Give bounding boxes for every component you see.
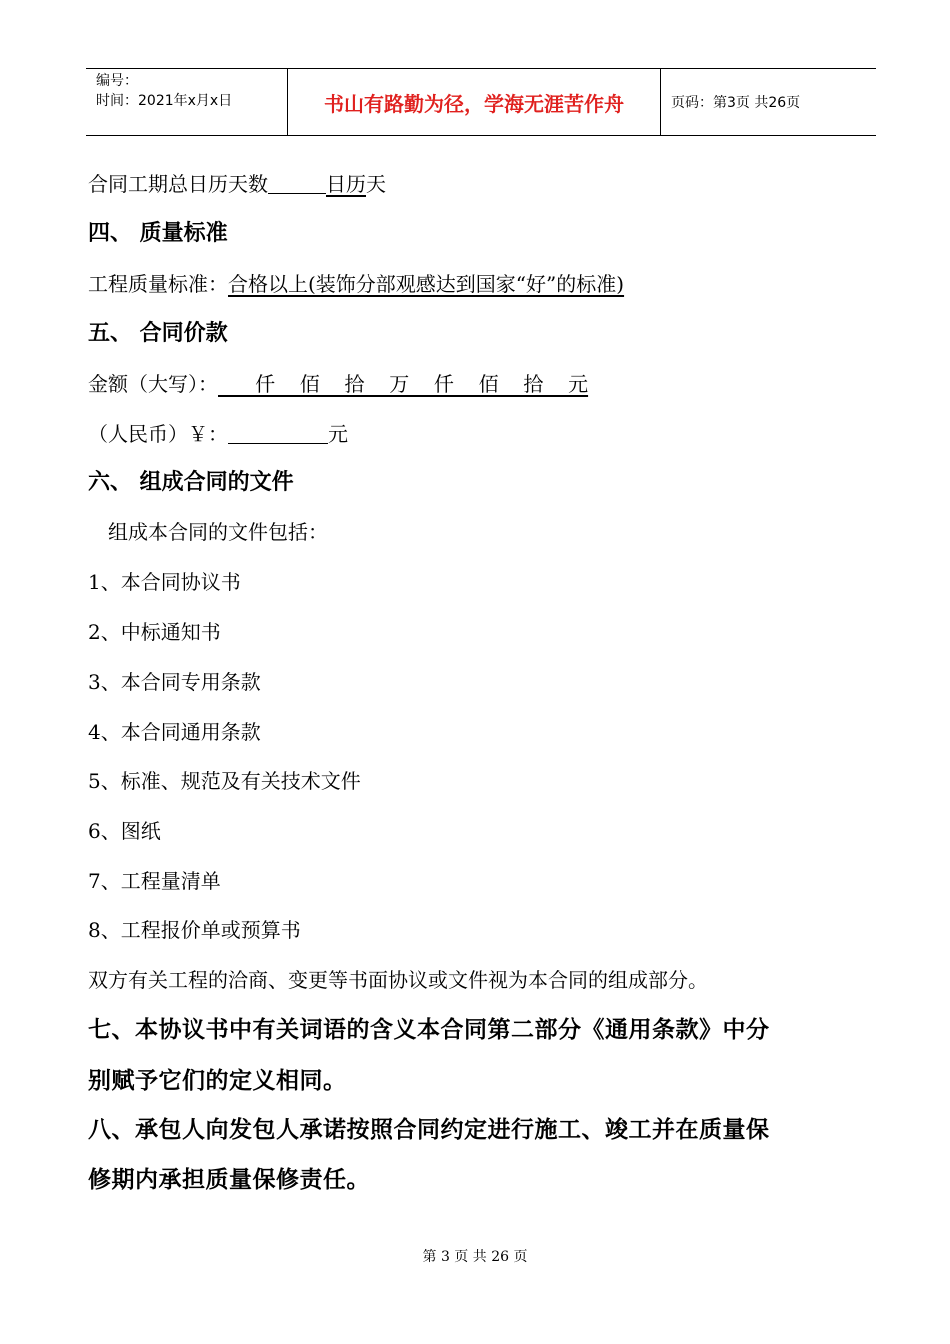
header-time-label: 时间：2021年x月x日 [96, 93, 233, 109]
quality-label: 工程质量标准： [88, 272, 228, 296]
section6-title: 六、 组成合同的文件 [88, 470, 294, 495]
doc-item: 8、工程报价单或预算书 [88, 918, 301, 942]
section7-line1: 七、本协议书中有关词语的含义本合同第二部分《通用条款》中分 [88, 1017, 770, 1043]
rmb-label: （人民币）￥： [88, 422, 228, 446]
duration-prefix: 合同工期总日历天数 [88, 172, 268, 196]
amount-label: 金额（大写）： [88, 372, 218, 396]
docs-intro: 组成本合同的文件包括： [108, 520, 328, 544]
rmb-suffix: 元 [328, 422, 348, 446]
page-footer: 第 3 页 共 26 页 [422, 1249, 528, 1265]
quality-line [88, 270, 624, 298]
page-header [86, 68, 876, 136]
duration-line [88, 170, 386, 198]
rmb-line [88, 420, 348, 448]
doc-item: 7、工程量清单 [88, 869, 221, 893]
doc-item: 4、本合同通用条款 [88, 720, 261, 744]
amount-value: 仟 佰 拾 万 仟 佰 拾 元 [218, 372, 589, 396]
amount-line [88, 370, 588, 398]
header-page-info: 页码：第3页 共26页 [671, 95, 801, 111]
quality-value: 合格以上(装饰分部观感达到国家“好”的标准) [228, 272, 625, 296]
section5-title: 五、 合同价款 [88, 321, 228, 346]
doc-item: 1、本合同协议书 [88, 570, 241, 594]
header-left-cell [86, 69, 288, 135]
doc-item: 2、中标通知书 [88, 620, 221, 644]
duration-suffix: 天 [366, 172, 386, 196]
rmb-blank [228, 421, 328, 444]
header-motto: 书山有路勤为径，学海无涯苦作舟 [288, 69, 661, 135]
doc-item: 3、本合同专用条款 [88, 670, 261, 694]
section4-title: 四、 质量标准 [88, 221, 228, 246]
section8-line1: 八、承包人向发包人承诺按照合同约定进行施工、竣工并在质量保 [88, 1117, 770, 1143]
section8-line2: 修期内承担质量保修责任。 [88, 1167, 370, 1193]
doc-item: 5、标准、规范及有关技术文件 [88, 769, 361, 793]
docs-note: 双方有关工程的洽商、变更等书面协议或文件视为本合同的组成部分。 [88, 968, 708, 992]
section7-line2: 别赋予它们的定义相同。 [88, 1068, 347, 1094]
duration-unit: 日历 [326, 172, 366, 196]
duration-blank [268, 171, 326, 194]
header-number-label: 编号： [96, 73, 138, 89]
doc-item: 6、图纸 [88, 819, 161, 843]
